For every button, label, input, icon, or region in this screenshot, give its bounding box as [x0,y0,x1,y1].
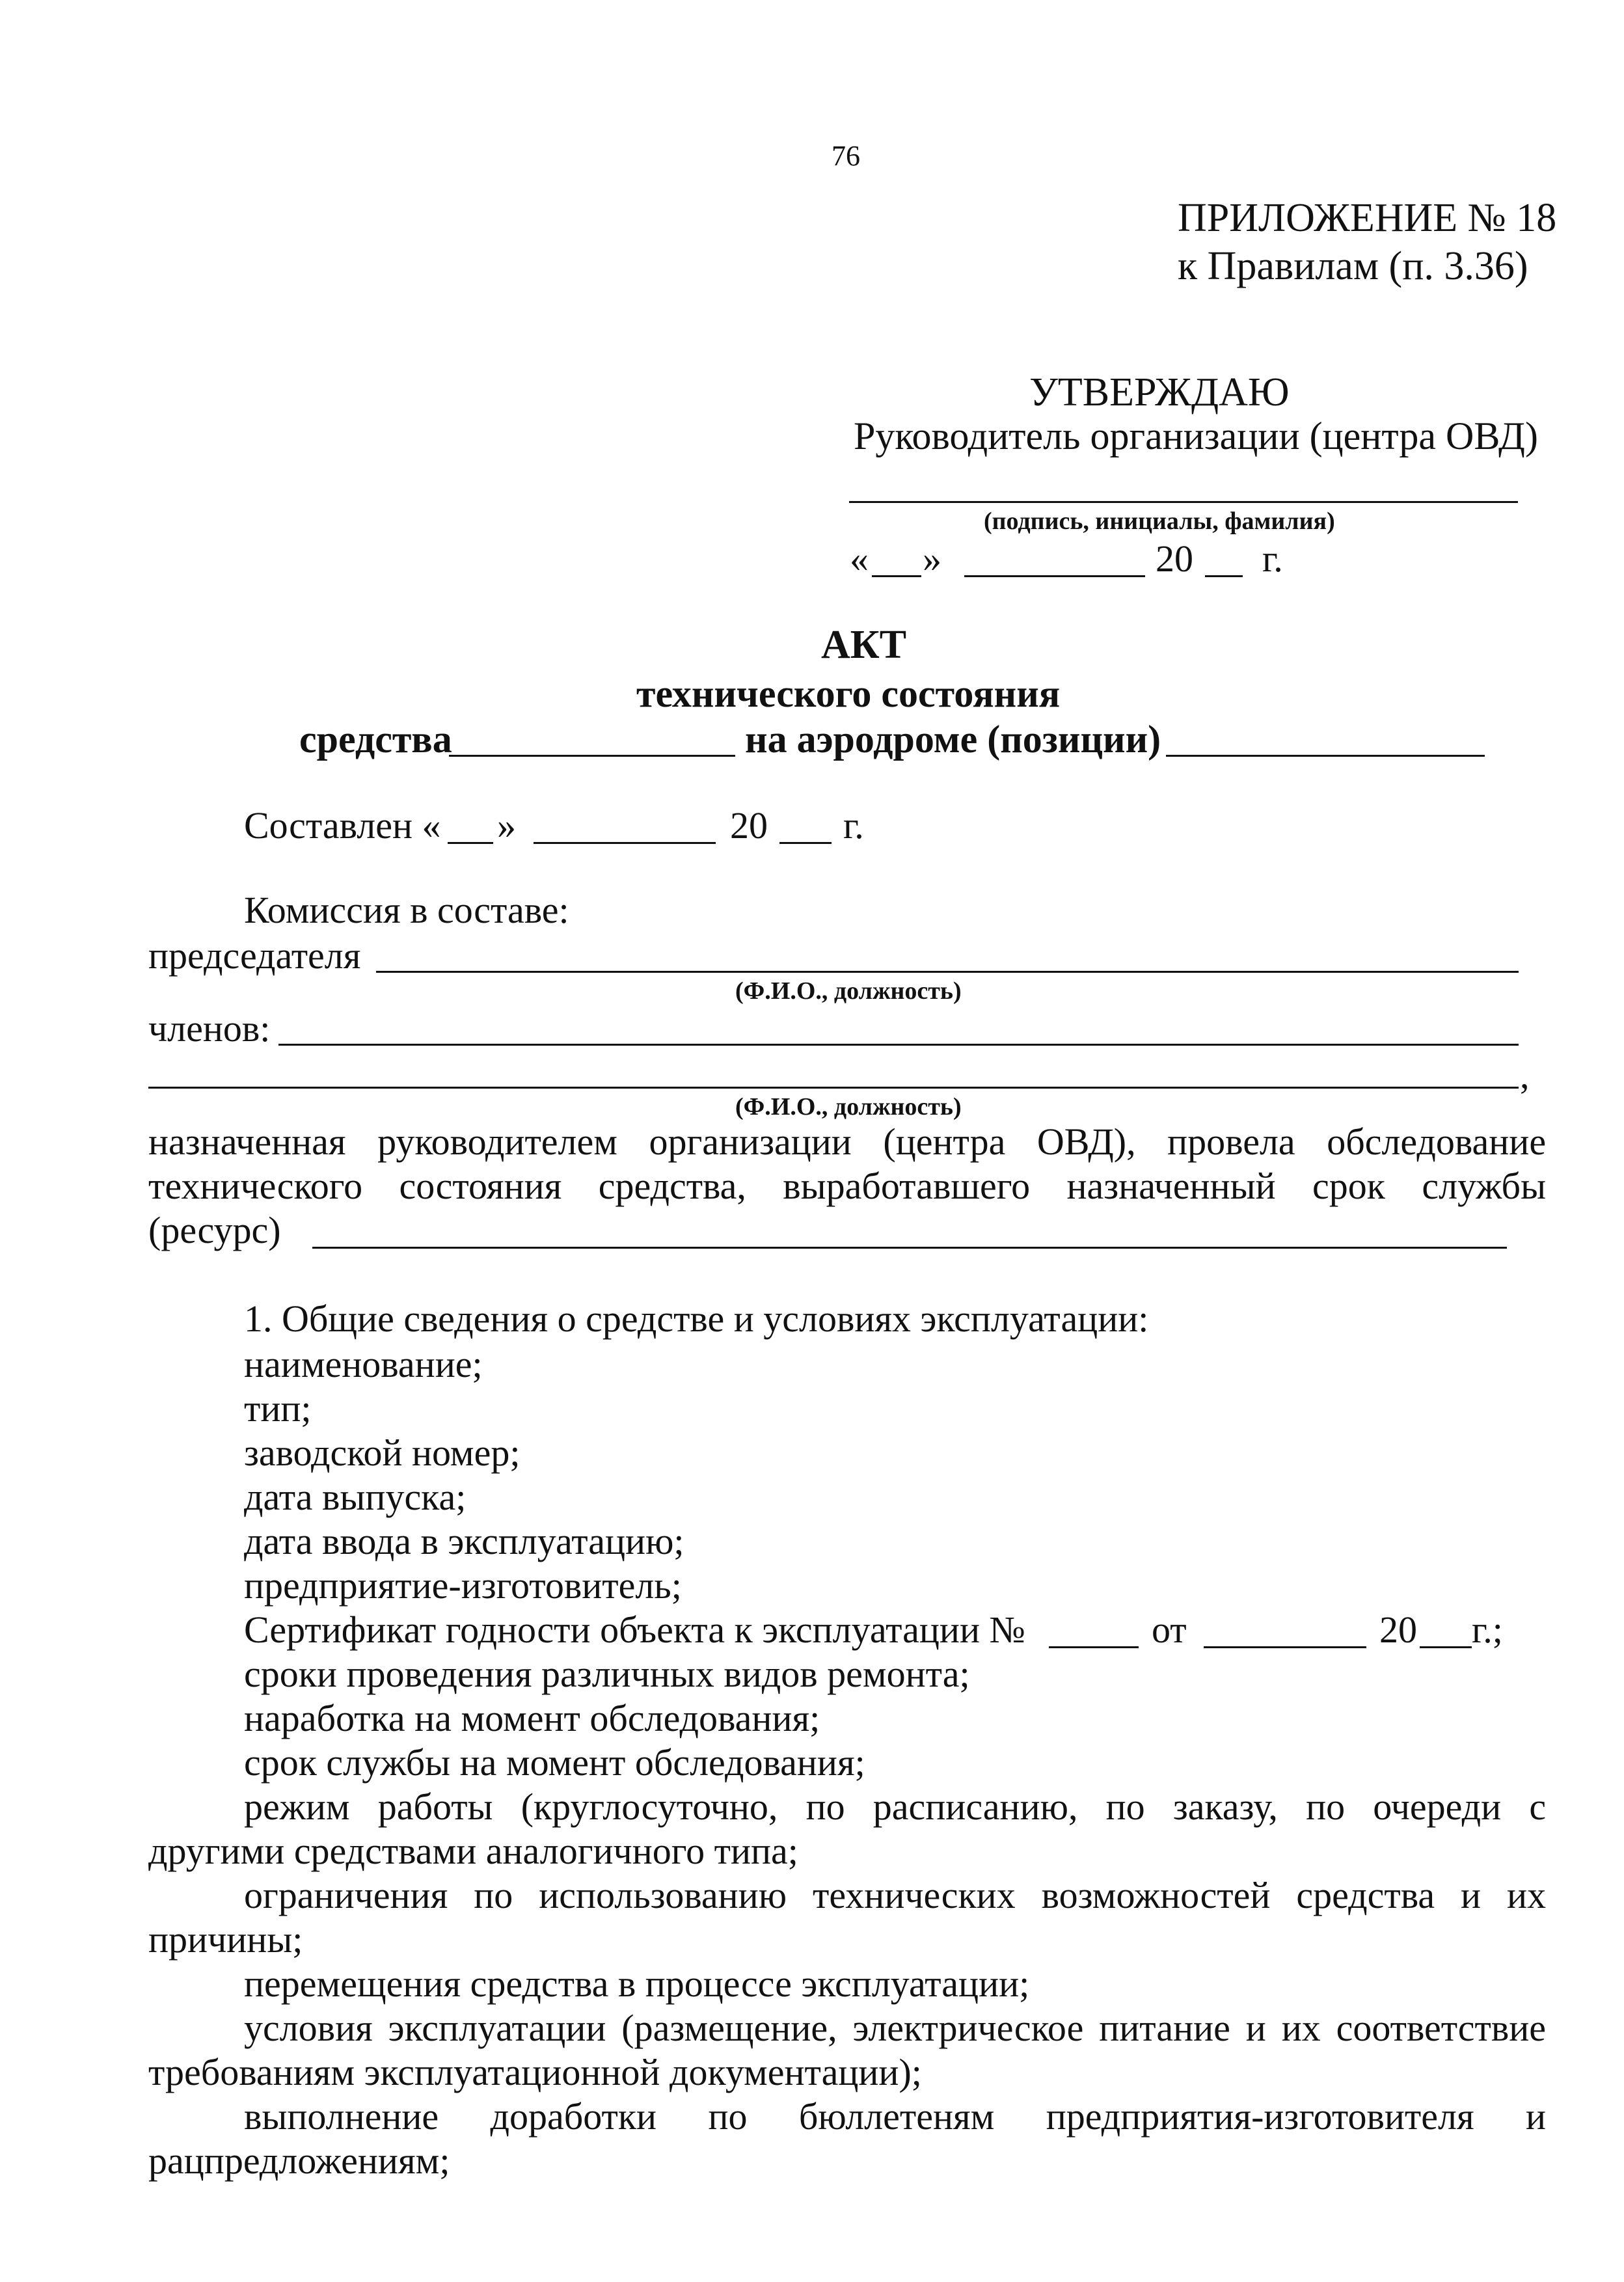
rework-word: выполнение [244,2095,439,2138]
resource-line [312,1247,1507,1249]
composed-year-suffix: г. [843,804,864,847]
rework-word: по [708,2095,748,2138]
chairman-label: председателя [148,934,361,977]
certificate-label: Сертификат годности объекта к эксплуатации № [244,1609,1025,1651]
signature-caption: (подпись, инициалы, фамилия) [984,508,1335,535]
intro-word: средства, [598,1165,746,1207]
certificate-from: от [1152,1609,1187,1651]
section1-heading: 1. Общие сведения о средстве и условиях эксплуатации: [244,1297,1149,1340]
composed-year-prefix: 20 [730,804,768,847]
members-caption: (Ф.И.О., должность) [735,1093,962,1121]
mode-word: по [1306,1786,1346,1828]
composed-close-quote: » [497,804,516,847]
act-aerodrome-line [1166,755,1485,757]
rework-word: доработки [490,2095,657,2138]
mode-word: очереди [1373,1786,1502,1828]
approval-date-open-quote: « [850,537,869,580]
certificate-date-line [1204,1646,1366,1648]
conditions-word: (размещение, [621,2007,837,2049]
limits-word: возможностей [1041,1874,1271,1916]
approval-date-month-line [964,575,1145,577]
approval-date-year-suffix: г. [1262,537,1283,580]
moves-line: перемещения средства в процессе эксплуатации; [244,1963,1030,2005]
approval-heading: УТВЕРЖДАЮ [1029,370,1290,414]
section1-item: дата выпуска; [244,1476,467,1518]
conditions-word: соответствие [1336,2007,1547,2049]
section1-item: тип; [244,1387,312,1430]
section1-item: наработка на момент обследования; [244,1697,820,1739]
mode-word: по [805,1786,845,1828]
rework-line-2: рацпредложениям; [148,2139,450,2182]
chairman-line [376,971,1519,973]
act-title: АКТ [821,623,907,667]
certificate-year-line [1420,1646,1472,1648]
mode-line-1 [244,1788,1546,1826]
section1-item: наименование; [244,1343,483,1385]
certificate-year-suffix: г.; [1472,1609,1503,1651]
conditions-word: условия [244,2007,373,2049]
section1-item: срок службы на момент обследования; [244,1741,865,1784]
members-line-1 [278,1044,1519,1046]
section1-item: сроки проведения различных видов ремонта; [244,1653,970,1695]
intro-word: организации [649,1121,852,1163]
section1-item: дата ввода в эксплуатацию; [244,1520,684,1562]
limits-word: их [1507,1874,1547,1916]
limits-line-1 [244,1874,1547,1916]
appendix-title: ПРИЛОЖЕНИЕ № 18 [1178,196,1557,240]
rework-word: бюллетеням [798,2095,995,2138]
intro-word: обследование [1327,1121,1547,1163]
intro-line-2 [148,1167,1546,1205]
intro-word: выработавшего [783,1165,1031,1207]
limits-line-2: причины; [148,1918,303,1961]
conditions-line-2: требованиям эксплуатационной документации); [148,2051,922,2093]
act-means-line [449,755,735,757]
intro-word: назначенный [1066,1165,1276,1207]
composed-month-line [534,842,716,844]
mode-word: расписанию, [873,1786,1078,1828]
conditions-line-1 [244,2009,1546,2047]
approval-date-day-line [872,575,921,577]
intro-line-1 [148,1123,1546,1161]
conditions-word: электрическое [852,2007,1084,2049]
intro-word: службы [1422,1165,1547,1207]
composed-year-line [779,842,832,844]
mode-word: по [1105,1786,1145,1828]
approval-date-close-quote: » [923,537,941,580]
resource-label: (ресурс) [148,1209,281,1251]
conditions-word: эксплуатации [388,2007,606,2049]
page-number: 76 [832,140,860,172]
intro-word: руководителем [377,1121,617,1163]
limits-word: по [474,1874,513,1916]
mode-word: работы [377,1786,493,1828]
approval-date-year-line [1205,575,1243,577]
approval-role: Руководитель организации (центра ОВД) [854,414,1538,457]
conditions-word: и [1245,2007,1266,2049]
mode-word: заказу, [1172,1786,1278,1828]
mode-word: с [1529,1786,1547,1828]
limits-word: средства [1296,1874,1435,1916]
intro-word: технического [148,1165,363,1207]
rework-line-1 [244,2095,1547,2138]
section1-item: заводской номер; [244,1432,521,1474]
certificate-year-prefix: 20 [1379,1609,1417,1651]
conditions-word: их [1281,2007,1321,2049]
limits-word: ограничения [244,1874,448,1916]
certificate-number-line [1049,1646,1139,1648]
section1-item: предприятие-изготовитель; [244,1564,682,1607]
act-subtitle: технического состояния [636,672,1061,715]
commission-heading: Комиссия в составе: [244,889,569,931]
composed-label: Составлен « [244,804,441,847]
limits-word: технических [812,1874,1016,1916]
chairman-caption: (Ф.И.О., должность) [735,977,962,1005]
intro-word: состояния [399,1165,562,1207]
intro-word: срок [1312,1165,1385,1207]
members-trailing-comma: , [1520,1054,1530,1096]
mode-line-2: другими средствами аналогичного типа; [148,1830,798,1872]
members-line-2 [148,1087,1519,1089]
approval-date-year-prefix: 20 [1156,537,1193,580]
conditions-word: питание [1099,2007,1230,2049]
limits-word: и [1461,1874,1482,1916]
composed-day-line [448,842,493,844]
mode-word: режим [244,1786,350,1828]
rework-word: и [1525,2095,1547,2138]
members-label: членов: [148,1007,271,1050]
intro-word: (центра [883,1121,1006,1163]
intro-word: назначенная [148,1121,346,1163]
rework-word: предприятия-изготовителя [1046,2095,1474,2138]
mode-word: (круглосуточно, [521,1786,778,1828]
appendix-subtitle: к Правилам (п. 3.36) [1178,244,1528,288]
signature-line [849,501,1518,503]
act-means-label: средства [299,718,452,761]
intro-word: провела [1167,1121,1295,1163]
act-aerodrome-label: на аэродроме (позиции) [745,718,1161,761]
intro-word: ОВД), [1036,1121,1136,1163]
limits-word: использованию [539,1874,787,1916]
